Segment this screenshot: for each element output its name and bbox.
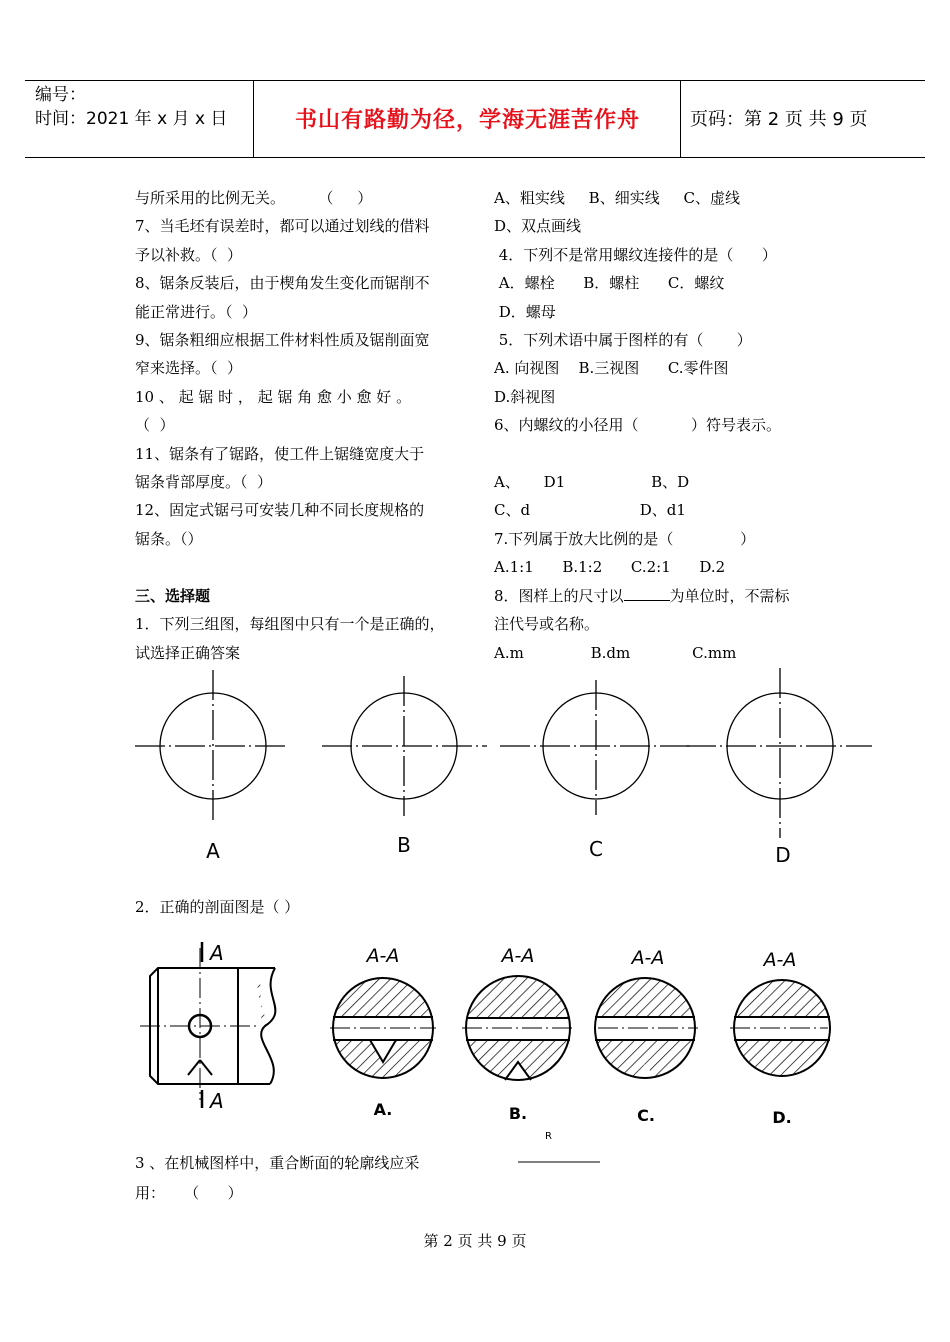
- fig1-label-a: A: [206, 839, 220, 863]
- left-line: 9、锯条粗细应根据工件材料性质及锯削面宽: [135, 331, 430, 350]
- motto: 书山有路勤为径，学海无涯苦作舟: [294, 108, 640, 133]
- serial-label: 编号：: [35, 85, 86, 105]
- right-line: 注代号或名称。: [494, 615, 600, 634]
- section-option-b: [460, 970, 575, 1085]
- left-line: 10 、 起 锯 时 ， 起 锯 角 愈 小 愈 好 。: [135, 387, 412, 406]
- fig1-label-c: C: [589, 837, 603, 861]
- page-info: 页码：第 2 页 共 9 页: [690, 109, 868, 130]
- right-line: A. 向视图 B.三视图 C.零件图: [494, 359, 729, 378]
- right-line: D、双点画线: [494, 217, 582, 236]
- right-line: 6、内螺纹的小径用（ ）符号表示。: [494, 416, 781, 435]
- q3-line-2: 用： （ ）: [135, 1184, 243, 1202]
- answer-label-a: A.: [373, 1100, 393, 1119]
- left-line: 1．下列三组图，每组图中只有一个是正确的，: [135, 615, 445, 634]
- left-line: 12、固定式锯弓可安装几种不同长度规格的: [135, 501, 425, 520]
- right-line: D.斜视图: [494, 387, 556, 406]
- left-line: 11、锯条有了锯路，使工件上锯缝宽度大于: [135, 444, 425, 463]
- right-line: A、 D1 B、D: [494, 473, 690, 492]
- right-line: 4．下列不是常用螺纹连接件的是（ ）: [494, 245, 777, 264]
- answer-label-c: C.: [637, 1106, 655, 1125]
- right-line: D．螺母: [494, 302, 556, 321]
- section-option-d: [730, 975, 840, 1080]
- view-label-top: A: [210, 941, 224, 965]
- time-label: 时间：2021 年 x 月 x 日: [35, 109, 228, 129]
- left-line: 试选择正确答案: [135, 643, 241, 662]
- section-title-d: A-A: [763, 949, 797, 971]
- q8-suffix: 为单位时，不需标: [669, 586, 790, 605]
- section-title-b: A-A: [501, 945, 535, 967]
- page-footer: 第 2 页 共 9 页: [423, 1232, 527, 1250]
- left-line: （ ）: [135, 416, 175, 435]
- left-line: 与所采用的比例无关。 （ ）: [135, 189, 373, 207]
- section-title-c: A-A: [631, 947, 665, 969]
- section-option-c: [590, 975, 700, 1080]
- right-line: A.m B.dm C.mm: [494, 643, 737, 662]
- left-line: 窄来选择。（ ）: [135, 359, 243, 378]
- q3-line-1: 3 、在机械图样中，重合断面的轮廓线应采: [135, 1154, 420, 1172]
- left-line: 锯条。（）: [135, 529, 203, 548]
- left-line: 8、锯条反装后，由于楔角发生变化而锯削不: [135, 274, 430, 293]
- question-3: [135, 1148, 419, 1208]
- fig1-label-d: D: [775, 843, 791, 867]
- stray-mark: R: [545, 1131, 552, 1142]
- right-line: A.1:1 B.1:2 C.2:1 D.2: [494, 558, 726, 577]
- answer-label-b: B.: [508, 1104, 528, 1123]
- right-line: 5．下列术语中属于图样的有（ ）: [494, 331, 752, 350]
- circle-option-d: [686, 668, 872, 838]
- right-line: 7.下列属于放大比例的是（ ）: [494, 529, 756, 548]
- question-2: 2．正确的剖面图是（ ）: [135, 898, 300, 916]
- section-title-a: A-A: [366, 945, 400, 967]
- left-line: 锯条背部厚度。（ ）: [135, 473, 273, 492]
- q8-prefix: 8．图样上的尺寸以: [494, 586, 624, 605]
- right-line: A、粗实线 B、细实线 C、虚线: [494, 189, 741, 207]
- view-label-bottom: A: [210, 1089, 224, 1113]
- circle-option-b: [322, 676, 487, 816]
- section-option-a: [330, 975, 440, 1080]
- left-line: 能正常进行。（ ）: [135, 302, 258, 321]
- circle-option-c: [500, 680, 690, 815]
- answer-label-d: D.: [772, 1108, 792, 1127]
- left-line: 7、当毛坯有误差时，都可以通过划线的借料: [135, 217, 430, 236]
- left-line: 予以补救。（ ）: [135, 245, 243, 264]
- section-heading: 三、选择题: [135, 586, 211, 605]
- right-line: C、d D、d1: [494, 501, 686, 520]
- right-line: A．螺栓 B．螺柱 C．螺纹: [494, 274, 725, 293]
- shaft-drawing: [140, 942, 275, 1108]
- circle-option-a: [135, 670, 285, 820]
- fig1-label-b: B: [397, 833, 411, 857]
